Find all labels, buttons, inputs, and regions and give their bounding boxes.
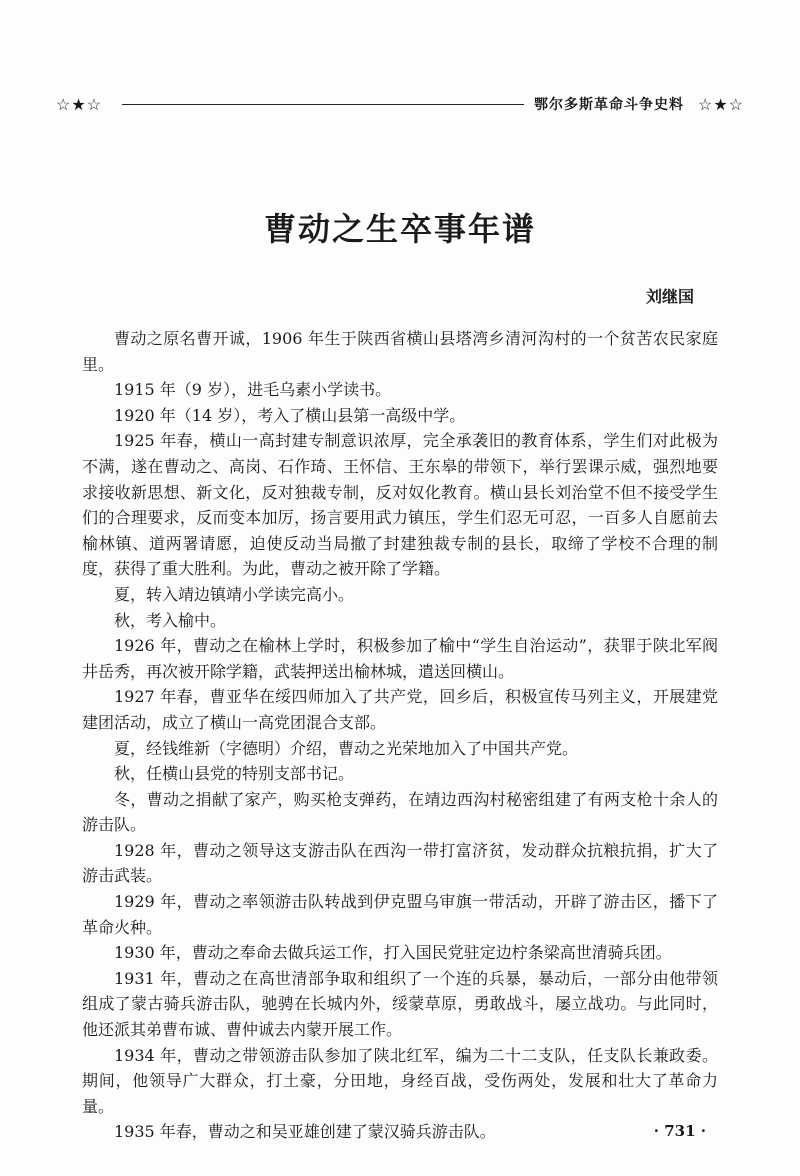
paragraph: 冬，曹动之捐献了家产，购买枪支弹药，在靖边西沟村秘密组建了有两支枪十余人的游击队。 xyxy=(82,789,718,835)
author-name: 刘继国 xyxy=(645,287,694,306)
body-text xyxy=(82,326,718,1145)
paragraph: 秋，考入榆中。 xyxy=(114,610,227,630)
paragraph: 1931 年，曹动之在高世清部争取和组织了一个连的兵暴，暴动后，一部分由他带领组成了蒙古骑兵游击队，驰骋在长城内外，绥蒙草原，勇敢战斗，屡立战功。与此同时，他还派其弟曹布诚、曹仲诚去内蒙开展工作。 xyxy=(82,968,718,1040)
paragraph: 曹动之原名曹开诚，1906 年生于陕西省横山县塔湾乡清河沟村的一个贫苦农民家庭里。 xyxy=(82,329,718,374)
paragraph: 1925 年春，横山一高封建专制意识浓厚，完全承袭旧的教育体系，学生们对此极为不满，遂在曹动之、高岗、石作琦、王怀信、王东皋的带领下，举行罢课示威，强烈地要求接收新思想、新文化，反对独裁专制，反对奴化教育。横山县长刘治堂不但不接受学生们的合理要求，反而变本加厉，扬言要用武力镇压，学生们忍无可忍，一百多人自愿前去榆林镇、道两署请愿，迫使反动当局撤了封建独裁专制的县长，取缔了学校不合理的制度，获得了重大胜利。为此，曹动之被开除了学籍。 xyxy=(82,431,718,579)
paragraph: 1920 年（14 岁），考入了横山县第一高级中学。 xyxy=(114,405,466,425)
header-title: 鄂尔多斯革命斗争史料 xyxy=(533,97,684,113)
paragraph: 夏，转入靖边镇靖小学读完高小。 xyxy=(114,584,355,604)
paragraph: 秋，任横山县党的特别支部书记。 xyxy=(114,764,355,784)
paragraph: 1935 年春，曹动之和吴亚雄创建了蒙汉骑兵游击队。 xyxy=(114,1122,496,1142)
header-stars-left: ☆★☆ xyxy=(56,94,103,114)
paragraph: 1926 年，曹动之在榆林上学时，积极参加了榆中“学生自治运动”，获罪于陕北军阀井岳秀，再次被开除学籍，武装押送出榆林城，遣送回横山。 xyxy=(82,636,718,681)
paragraph: 1915 年（9 岁），进毛乌素小学读书。 xyxy=(114,380,392,400)
paragraph: 1928 年，曹动之领导这支游击队在西沟一带打富济贫，发动群众抗粮抗捐，扩大了游击武装。 xyxy=(82,840,718,886)
paragraph: 1934 年，曹动之带领游击队参加了陕北红军，编为二十二支队，任支队长兼政委。期间，他领导广大群众，打土豪，分田地，身经百战，受伤两处，发展和壮大了革命力量。 xyxy=(82,1045,718,1116)
page-number: · 731 · xyxy=(653,1122,706,1140)
paragraph: 1927 年春，曹亚华在绥四师加入了共产党，回乡后，积极宣传马列主义，开展建党建团活动，成立了横山一高党团混合支部。 xyxy=(82,687,718,732)
page-title: 曹动之生卒事年谱 xyxy=(263,210,536,248)
header-rule xyxy=(122,104,524,105)
paragraph: 1930 年，曹动之奉命去做兵运工作，打入国民党驻定边柠条梁高世清骑兵团。 xyxy=(114,943,672,963)
running-header xyxy=(56,92,744,116)
paragraph: 夏，经钱维新（字德明）介绍，曹动之光荣地加入了中国共产党。 xyxy=(114,738,579,758)
paragraph: 1929 年，曹动之率领游击队转战到伊克盟乌审旗一带活动，开辟了游击区，播下了革命火种。 xyxy=(82,892,718,937)
header-stars-right: ☆★☆ xyxy=(697,94,744,114)
